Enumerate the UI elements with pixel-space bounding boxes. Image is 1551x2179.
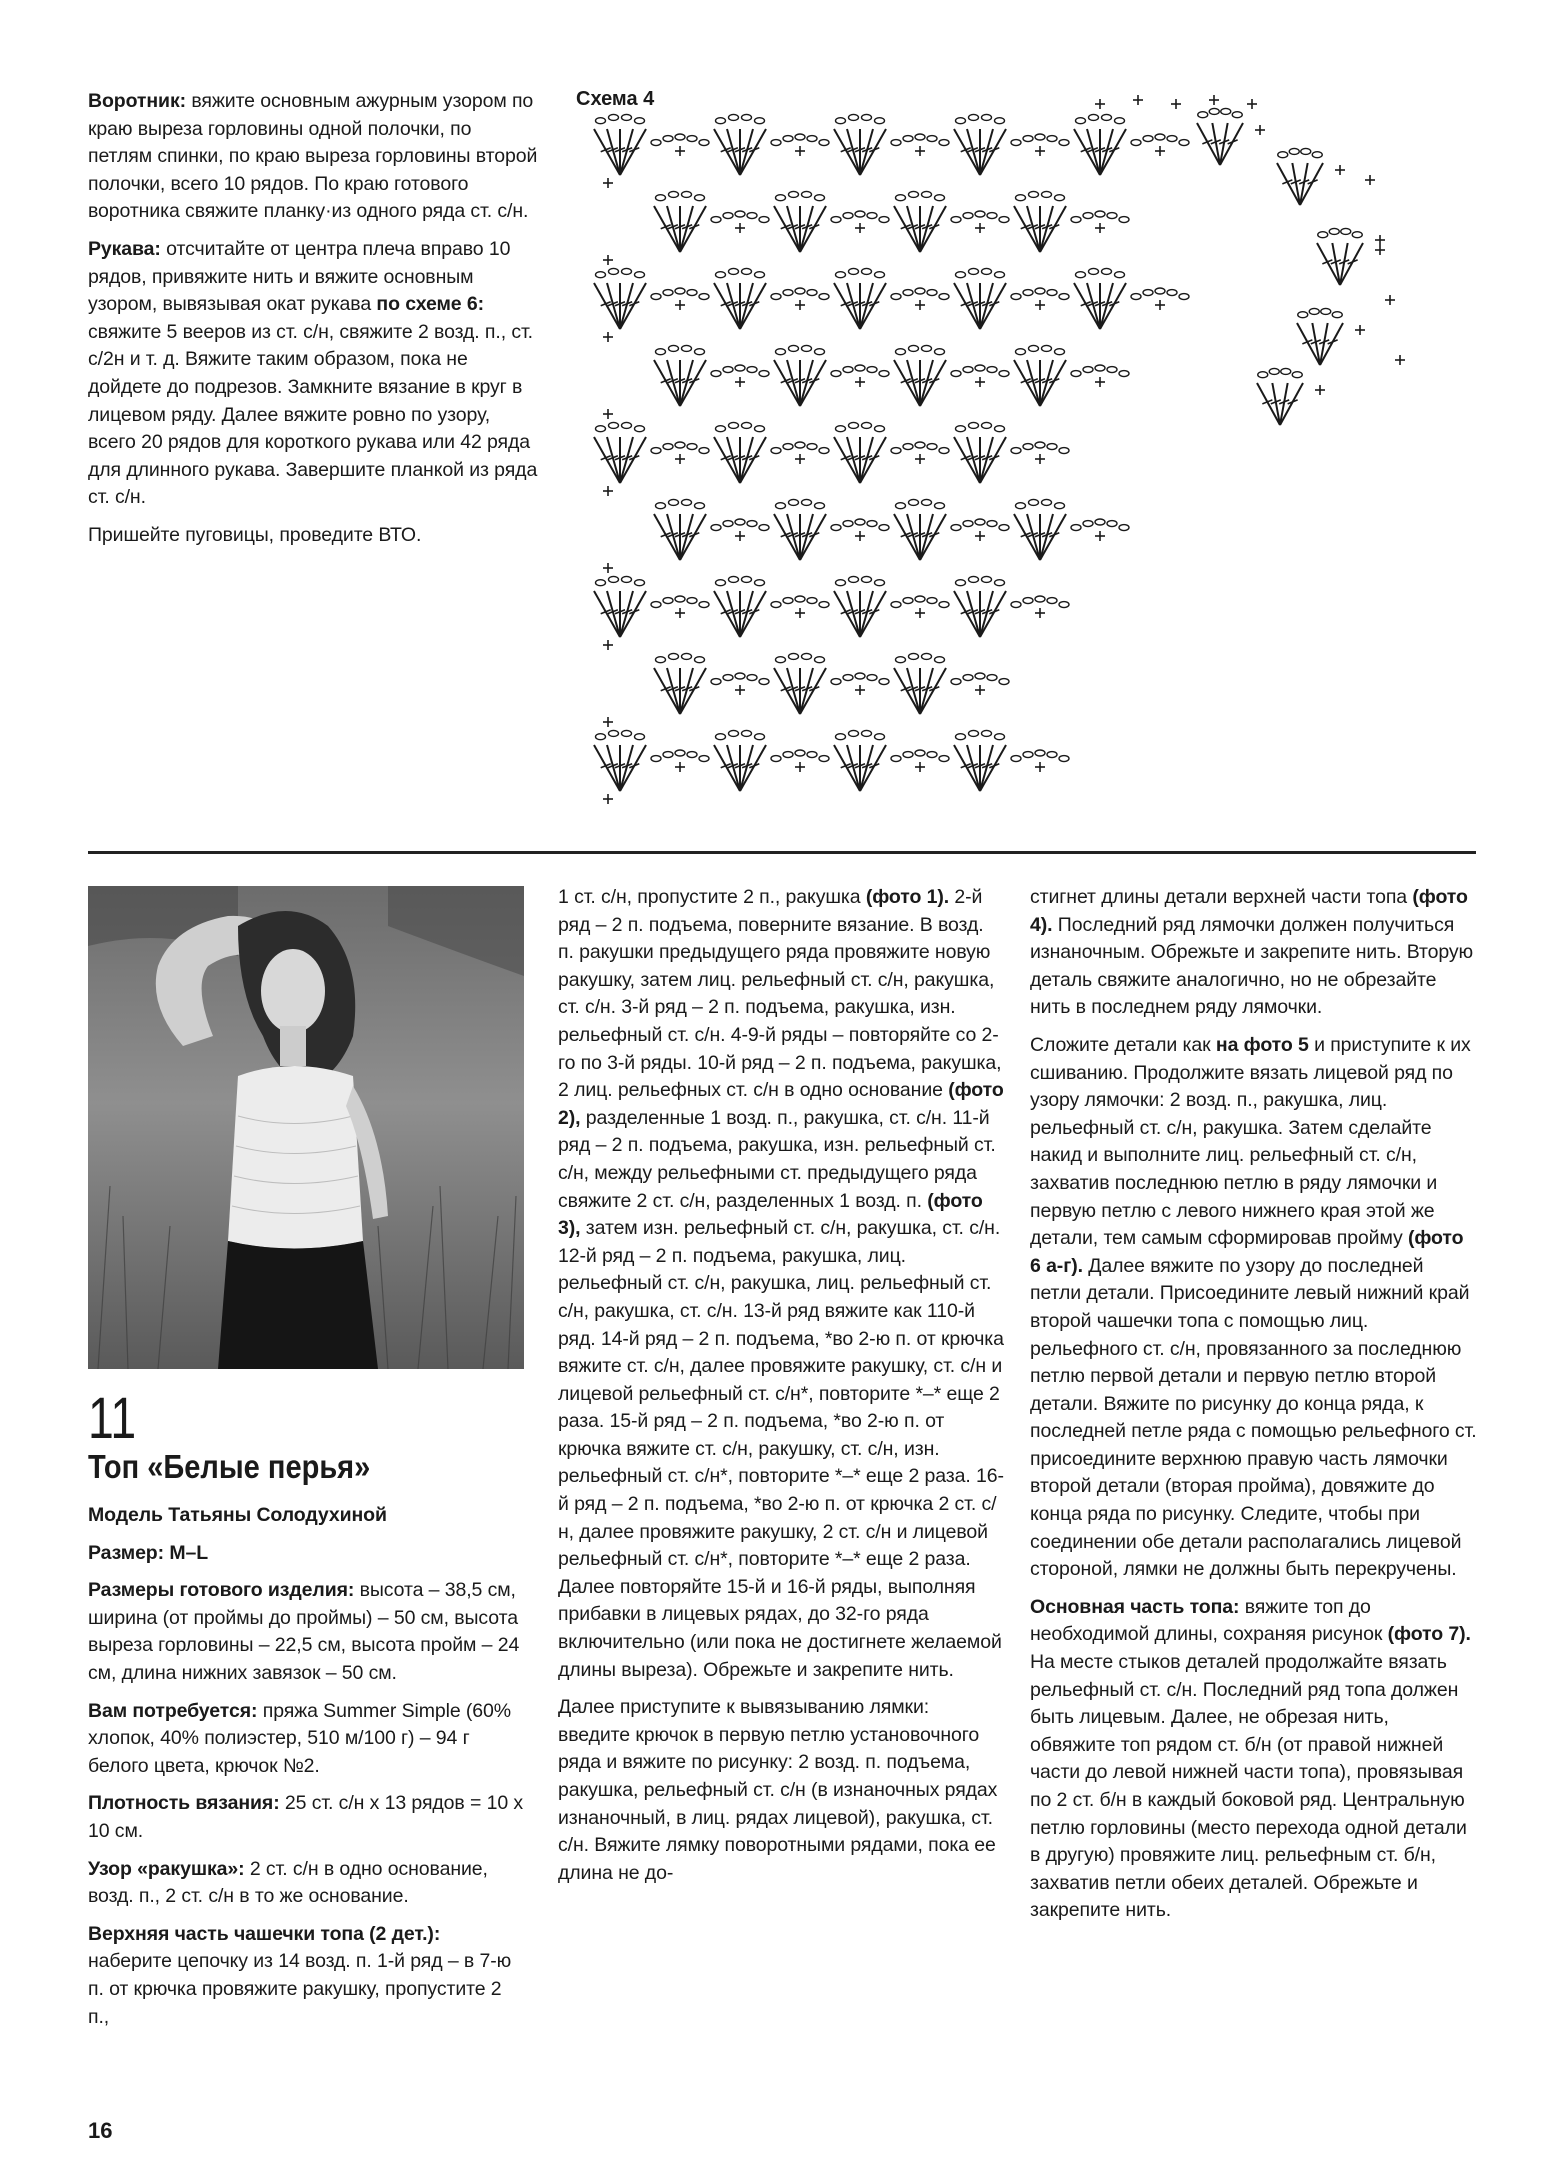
crochet-schema-diagram [580,80,1460,840]
dims-paragraph [88,1577,524,1687]
assembly-paragraph [1030,1032,1478,1584]
strap-end-paragraph [1030,884,1478,1022]
photo-ref-3: (фото 3), [558,1189,983,1240]
main-part-b: На месте стыков деталей продолжайте вязать рельефный ст. с/н. Последний ряд топа должен быть лицевым. Далее, не обрезая нить, обвяжите топ рядом ст. б/н (от правой нижней части до левой нижней части топа), провязывая по 2 ст. б/н в каждый боковой ряд. Центральную петлю горловины (место перехода одной детали в другую) провяжите лиц. рельефным ст. б/н, захватив петли обеих деталей. Обрежьте и закрепите нить. [1030,1651,1467,1922]
photo-ref-1: (фото 1). [865,886,950,908]
collar-paragraph [88,88,538,226]
schema-title: Схема 4 [576,88,655,110]
main-part-paragraph [1030,1594,1478,1925]
model-specs [88,1502,524,2041]
dims-label: Размеры готового изделия: [88,1579,355,1602]
cup-label: Верхняя часть чашечки топа (2 дет.): [88,1922,441,1945]
shell-paragraph [88,1856,524,1911]
shell-text: 2 ст. с/н в одно основание, возд. п., 2 ст. с/н в то же основание. [88,1857,488,1908]
density-paragraph [88,1790,524,1845]
model-title: Топ «Белые перья» [88,1448,371,1485]
strap-end-b: Последний ряд лямочки должен получиться изнаночным. Обрежьте и закрепите нить. Вторую деталь свяжите аналогично, но не обрезайте нить в последнем ряду лямочки. [1030,913,1474,1019]
page-number: 16 [88,2118,113,2143]
author: Модель Татьяны Солодухиной [88,1504,387,1526]
rows-text-a: 1 ст. с/н, пропустите 2 п., ракушка [558,886,861,908]
strap-paragraph [558,1694,1004,1887]
materials-paragraph [88,1698,524,1781]
sleeves-scheme-ref: по схеме 6: [376,293,484,316]
photo-ref-4: (фото 4). [1030,886,1468,936]
sleeves-text-b: свяжите 5 вееров из ст. с/н, свяжите 2 возд. п., ст. с/2н и т. д. Вяжите таким образом, пока не дойдете до подрезов. Замкните вязание в круг в лицевом ряду. Далее вяжите ровно по узору, всего 20 рядов для короткого рукава или 42 ряда для длинного рукава. Завершите планкой из ряда ст. с/н. [88,320,538,509]
instructions-column-middle [558,884,1004,1897]
collar-label: Воротник: [88,90,186,112]
model-photo [88,886,524,1369]
size-line [88,1540,524,1568]
rows-text-c: разделенные 1 возд. п., ракушка, ст. с/н. 11-й ряд – 2 п. подъема, ракушка, изн. рельефный ст. с/н, между рельефными ст. предыдущего ряда свяжите 2 ст. с/н, разделенных 1 возд. п. [558,1106,996,1212]
size-value: M–L [169,1541,209,1564]
rows-text-b: 2-й ряд – 2 п. подъема, поверните вязание. В возд. п. ракушки предыдущего ряда провяжите новую ракушку, затем лиц. рельефный ст. с/н, ракушка, ст. с/н. 3-й ряд – 2 п. подъема, ракушка, изн. рельефный ст. с/н. 4-9-й ряды – повторяйте со 2-го по 3-й ряды. 10-й ряд – 2 п. подъема, ракушка, 2 лиц. рельефных ст. с/н в одно основание [558,886,1002,1102]
assembly-b: и приступите к их сшиванию. Продолжите вязать лицевой ряд по узору лямочки: 2 возд. п., ракушка, лиц. рельефный ст. с/н, ракушка. Затем сделайте накид и выполните лиц. рельефный ст. с/н, захватив последнюю петлю в ряду лямочки и первую петлю с левого нижнего края этой же детали, тем самым сформировав пройму [1030,1033,1471,1250]
strap-end-a: стигнет длины детали верхней части топа [1030,886,1408,908]
materials-text: пряжа Summer Simple (60% хлопок, 40% полиэстер, 510 м/100 г) – 94 г белого цвета, крючок №2. [88,1699,512,1777]
photo-ref-2: (фото 2), [558,1079,1004,1129]
sleeves-paragraph [88,236,538,512]
shell-label: Узор «ракушка»: [88,1857,245,1880]
assembly-a: Сложите детали как [1030,1033,1211,1056]
size-label: Размер: [88,1541,165,1564]
section-divider [88,851,1476,854]
photo-ref-6: (фото 6 а-г). [1030,1227,1464,1277]
collar-sleeves-text [88,88,538,560]
strap-text: Далее приступите к вывязыванию лямки: введите крючок в первую петлю установочного ряда и вяжите по рисунку: 2 возд. п. подъема, ракушка, рельефный ст. с/н (в изнаночных рядах изнаночный, в лиц. рядах лицевой), ракушка, ст. с/н. Вяжите лямку поворотными рядами, пока ее длина не до- [558,1696,998,1884]
main-part-label: Основная часть топа: [1030,1595,1240,1618]
dims-text: высота – 38,5 см, ширина (от проймы до проймы) – 50 см, высота выреза горловины – 22,5 см, высота пройм – 24 см, длина нижних завязок – 50 см. [88,1579,520,1684]
model-number: 11 [88,1386,137,1451]
photo-ref-5: на фото 5 [1215,1033,1309,1056]
assembly-c: Далее вяжите по узору до последней петли детали. Присоедините левый нижний край второй чашечки топа с помощью лиц. рельефного ст. с/н, провязанного за последнюю петлю первой детали и первую петлю второй детали. Вяжите по рисунку до конца ряда, к последней петле ряда с помощью рельефного ст. присоедините верхнюю правую часть лямочки второй детали (вторая пройма), довяжите до конца ряда по рисунку. Следите, чтобы при соединении обе детали располагались лицевой стороной, лямки не должны быть перекручены. [1030,1254,1477,1581]
cup-text: наберите цепочку из 14 возд. п. 1-й ряд – в 7-ю п. от крючка провяжите ракушку, пропустите 2 п., [88,1950,512,2028]
rows-paragraph [558,884,1004,1684]
photo-ref-7: (фото 7). [1387,1623,1471,1646]
cup-paragraph [88,1921,524,2031]
main-part-a: вяжите топ до необходимой длины, сохраняя рисунок [1030,1595,1383,1646]
density-text: 25 ст. с/н х 13 рядов = 10 х 10 см. [88,1792,524,1842]
sleeves-text-a: отсчитайте от центра плеча вправо 10 рядов, привяжите нить и вяжите основным узором, вывязывая окат рукава [88,237,511,316]
instructions-column-right [1030,884,1478,1935]
finish-text: Пришейте пуговицы, проведите ВТО. [88,523,422,546]
author-line [88,1502,524,1530]
density-label: Плотность вязания: [88,1792,280,1815]
sleeves-label: Рукава: [88,237,161,260]
collar-text-body: вяжите основным ажурным узором по краю выреза горловины одной полочки, по петлям спинки, по краю выреза горловины второй полочки, всего 10 рядов. По краю готового воротника свяжите планку·из одного ряда ст. с/н. [88,90,538,223]
finish-paragraph [88,522,538,550]
materials-label: Вам потребуется: [88,1699,258,1722]
rows-text-d: затем изн. рельефный ст. с/н, ракушка, ст. с/н. 12-й ряд – 2 п. подъема, ракушка, лиц. рельефный ст. с/н, ракушка, лиц. рельефный ст. с/н, ракушка, ст. с/н. 13-й ряд вяжите как 110-й ряд. 14-й ряд – 2 п. подъема, *во 2-ю п. от крючка вяжите ст. с/н, далее провяжите ракушку, ст. с/н и лицевой рельефный ст. с/н*, повторите *–* еще 2 раза. 15-й ряд – 2 п. подъема, *во 2-ю п. от крючка вяжите ст. с/н, ракушку, ст. с/н, изн. рельефный ст. с/н*, повторите *–* еще 2 раза. 16-й ряд – 2 п. подъема, *во 2-ю п. от крючка 2 ст. с/н, далее провяжите ракушку, 2 ст. с/н и лицевой рельефный ст. с/н*, повторите *–* еще 2 раза. Далее повторяйте 15-й и 16-й ряды, выполняя прибавки в лицевых рядах, до 32-го ряда включительно (или пока не достигнете желаемой длины выреза). Обрежьте и закрепите нить. [558,1217,1004,1681]
